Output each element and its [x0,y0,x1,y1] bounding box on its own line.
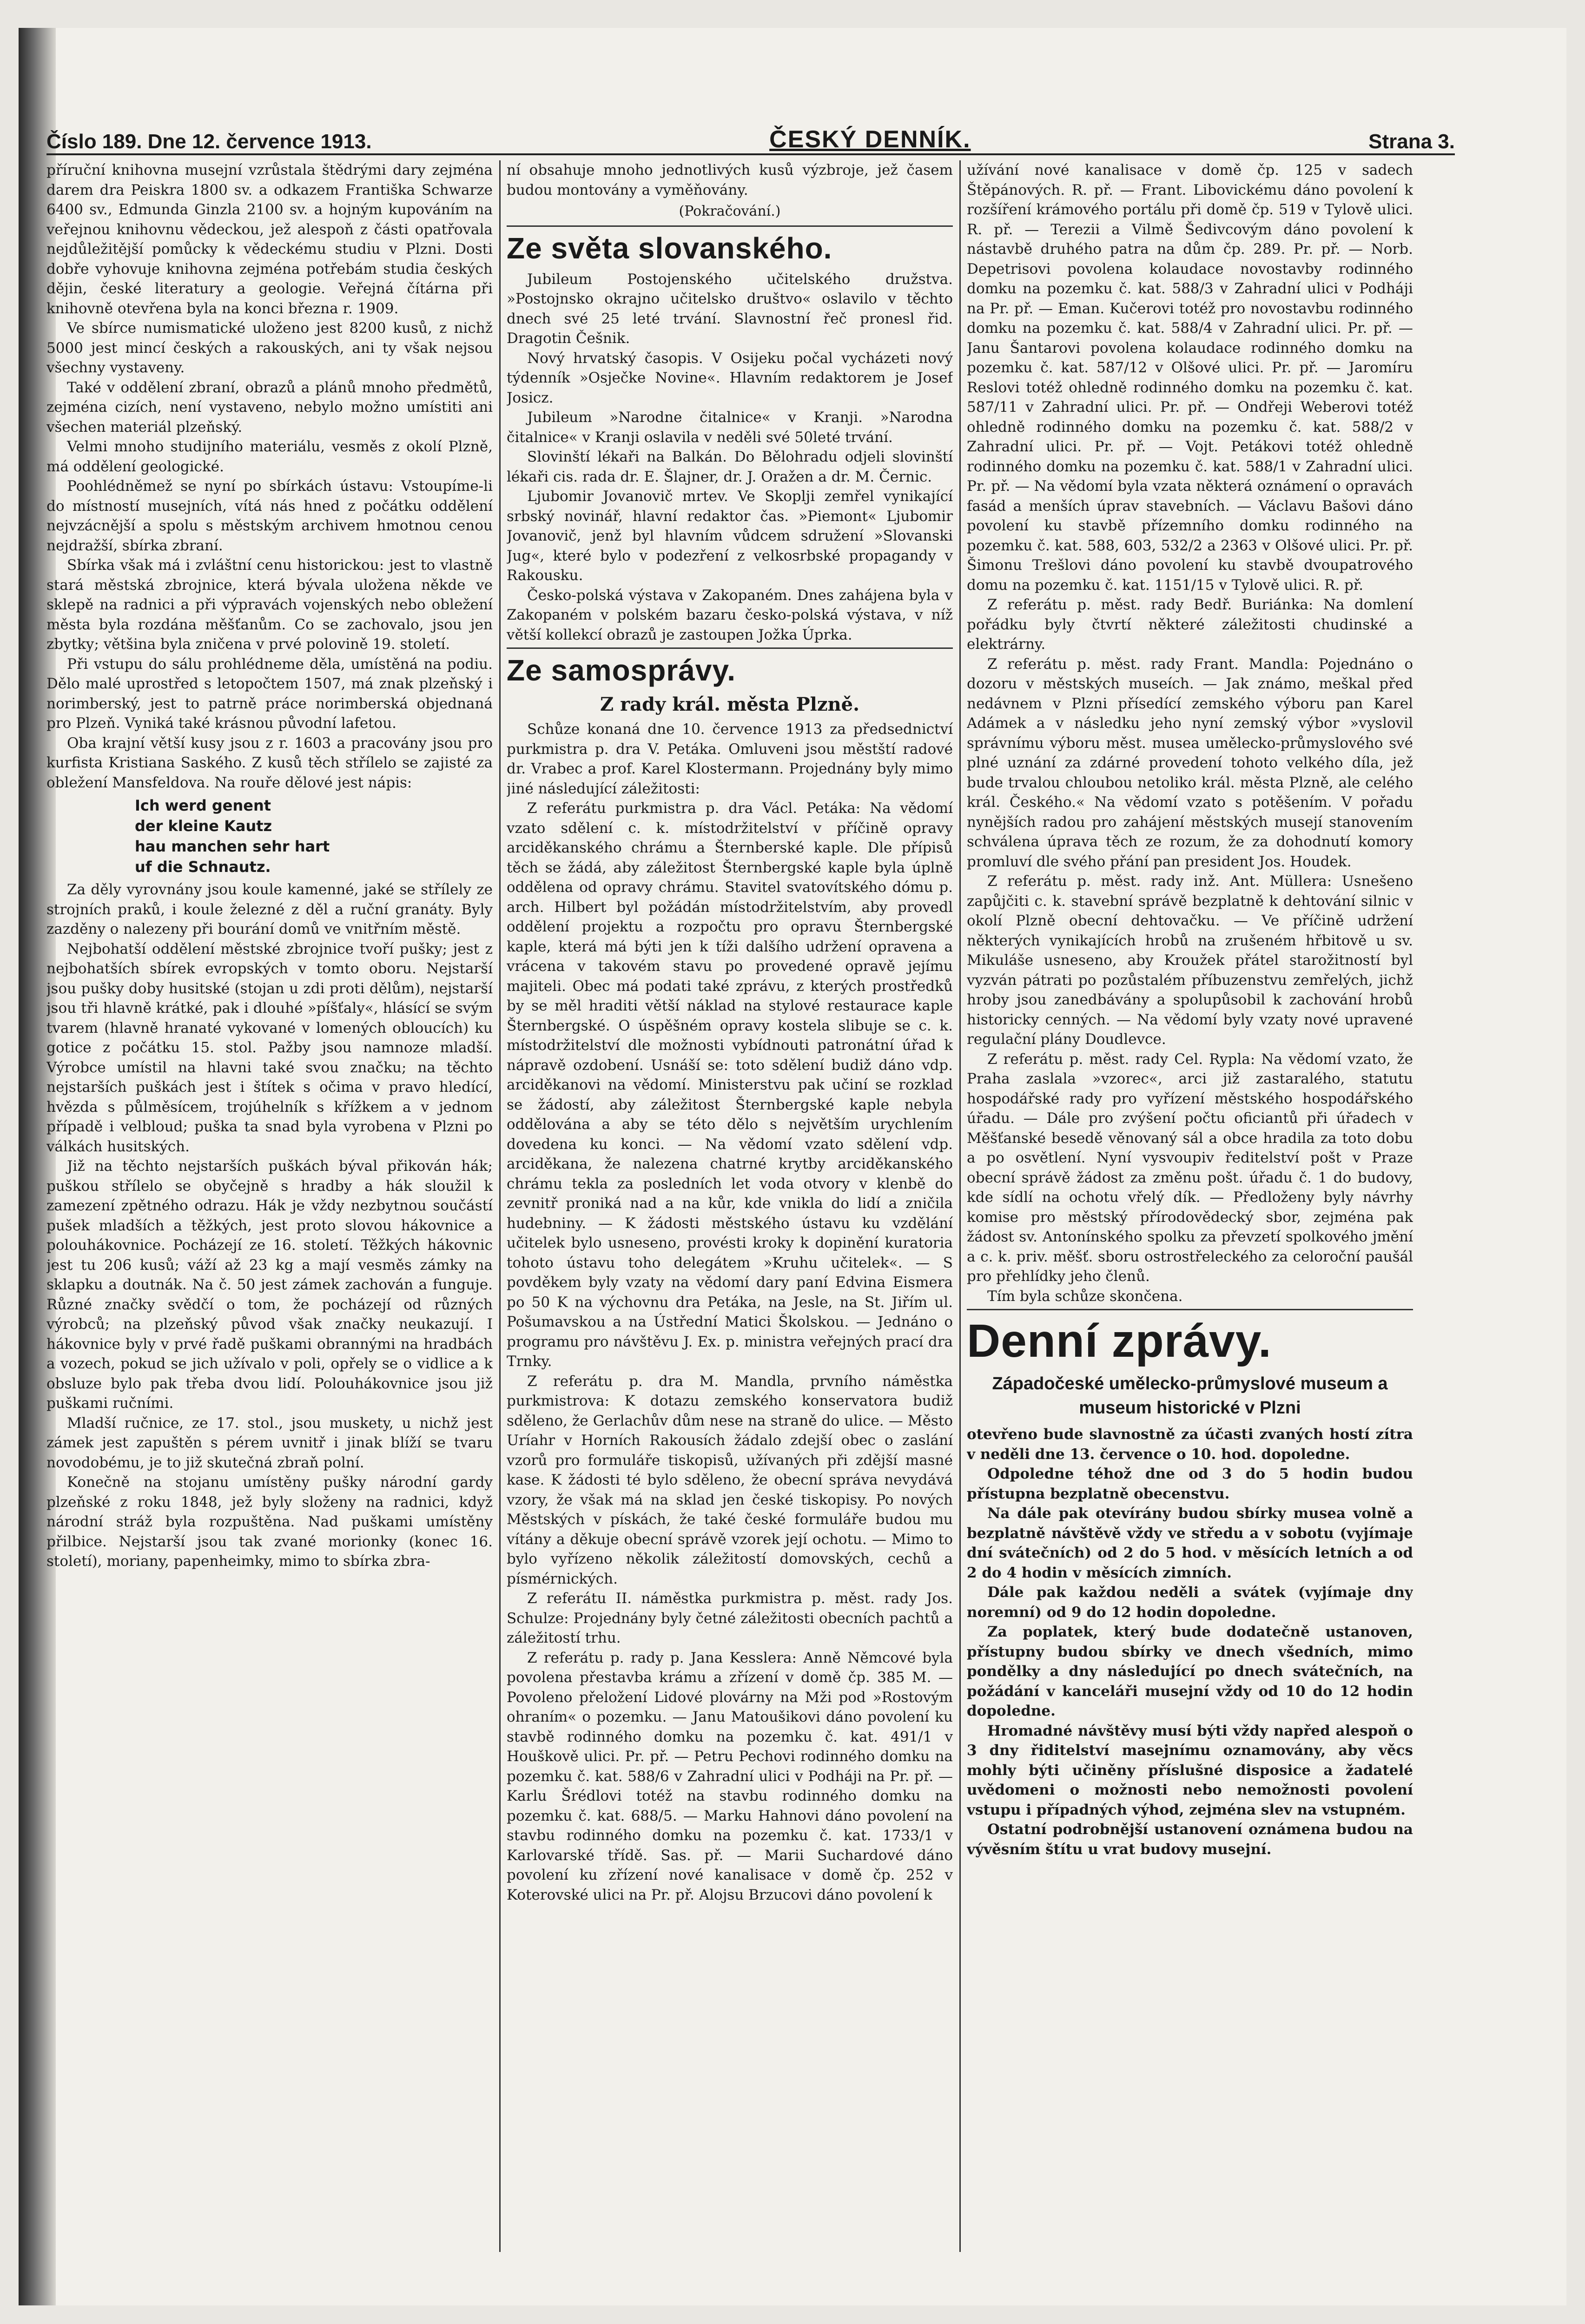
slavic-news-list [507,270,953,645]
article-paragraph: Poohlédněmež se nyní po sbírkách ústavu: Vstoupíme-li do místností musejních, vítá nás hned z počátku oddělení nejvzácnější a spolu s městským archivem hmotnou cenou nejdražší, sbírka zbraní. [46,478,493,554]
page-header [46,116,1455,155]
verse-line: hau manchen sehr hart [135,838,330,855]
museum-article-end [507,160,953,200]
article-paragraph: Ostatní podrobnější ustanovení oznámena budou na vývěsním štítu u vrat budovy musejní. [967,1821,1413,1858]
verse-line: Ich werd genent [135,797,271,814]
page-number: Strana 3. [1368,130,1455,153]
council-report-continued [967,160,1413,1306]
continued-note: (Pokračování.) [679,203,781,219]
article-paragraph: otevřeno bude slavnostně za účasti zvaných hostí zítra v neděli dne 13. července o 10. hod. dopoledne. [967,1426,1413,1463]
article-paragraph: Při vstupu do sálu prohlédneme děla, umístěná na podiu. Dělo malé uprostřed s letopočtem 1507, má znak plzeňský i norimberský, jest to patrně práce norimberská objednaná pro Plzeň. Vyniká také krásnou původní lafetou. [46,655,493,732]
column-3 [967,160,1413,2252]
article-paragraph: Nový hrvatský časopis. V Osijeku počal vycházeti nový týdenník »Osječke Novine«. Hlavním redaktorem je Josef Josicz. [507,350,953,406]
article-paragraph: Za poplatek, který bude dodatečně ustanoven, přístupny budou sbírky ve dnech všedních, mimo pondělky a dny následující po dnech svátečních, na požádání v kanceláři musejní vždy od 10 do 12 hodin dopoledne. [967,1624,1413,1719]
council-report [507,720,953,1905]
column-rule [959,160,961,2252]
museum-article-part1 [46,160,493,792]
section-divider [507,225,953,227]
article-paragraph: Mladší ručnice, ze 17. stol., jsou muskety, u nichž jest zámek jest zapuštěn s pérem uvnitř i jinak blíží se tvaru novodobému, je to již skutečná zbraň polní. [46,1414,493,1471]
article-paragraph: Z referátu purkmistra p. dra Václ. Petáka: Na vědomí vzato sdělení c. k. místodržitelství v příčině opravy arciděkanského chrámu a Šternberské kaple. Dle přípisů těch se žádá, aby záležitost Šternbergské kaple byla úplně oddělena od opravy chrámu. Stavitel svatovítského dómu p. arch. Hilbert byl požádán místodržitelstvím, aby provedl oddělení projektu a rozpočtu pro opravu Šternbergské kaple, která má býti jen k tíži dalšího udržení opravena a vrácena v takovém stavu po provedené opravě jejímu majiteli. Obec má podati také zprávu, z kterých prostředků by se měl hraditi větší náklad na stylové restaurace kaple Šternbergské. O úspěšném opravy kostela slibuje se c. k. místodržitelství dle možnosti vybídnouti patronátní úřad k nápravě ozdobení. Usnáší se: toto sdělení budiž dáno vdp. arciděkanovi na vědomí. Ministerstvu pak učiní se rozklad se žádostí, aby záležitost Šternbergské kaple nebyla oddělována a aby se této dělo s největším urychlením dovedena ku konci. — Na vědomí vzato sdělení vdp. arciděkana, že nalezena chatrné krytby arciděkanského chrámu tekla za posledních let voda otvory v klenbě do zevnitř proniká nad a na kůr, kde vnikla do lidí a zničila hudebniny. — K žádosti městského ústavu ku vzdělání učitelek bylo usneseno, provésti kroky k dopinění kuratoria tohoto ústavu toho delegátem »Kruhu učitelek«. — S povděkem byly vzaty na vědomí dary paní Edvina Eismera po 50 K na výchovnu dra Petáka, na Jesle, na St. Jiřím ul. Pošumavskou a na Ústřední Matici Školskou. — Jednáno o programu pro návštěvu J. Ex. p. ministra veřejných prací dra Trnky. [507,800,953,1370]
council-subheading: Z rady král. města Plzně. [600,693,860,715]
museum-announcement-title: Západočeské umělecko-průmyslové museum a museum historické v Plzni [992,1374,1388,1418]
article-paragraph: Z referátu p. měst. rady inž. Ant. Müllera: Usnešeno zapůjčiti c. k. stavební správě bezplatně k dehtování silnic v okolí Plzně obecní dehtovačku. — Ve příčině udržení některých vynikajících hrobů na zrušeném hřbitově u sv. Mikuláše usneseno, aby Kroužek přátel starožitností byl vyzván pátrati po pozůstalém příbuzenstvu zemřelých, jichž hroby jsou zanedbávány a spolupůsobil k zachování hrobů historicky cenných. — Na vědomí byly vzaty nové upravené regulační plány Doudlevce. [967,873,1413,1048]
article-paragraph: Česko-polská výstava v Zakopaném. Dnes zahájena byla v Zakopaném v polském bazaru česko-polská výstava, v níž větší kollekcí obrazů je zastoupen Jožka Úprka. [507,587,953,643]
verse-line: uf die Schnautz. [135,858,271,876]
article-paragraph: příruční knihovna musejní vzrůstala štědrými dary zejména darem dra Peiskra 1800 sv. a odkazem Františka Schwarze 6400 sv., Edmunda Ginzla 2100 sv. a hojným kupováním na veřejnou knihovnu vědeckou, jež alespoň z části opatřovala nejdůležitější pomůcky k vědeckému studiu v Plzni. Dosti dobře vyhovuje knihovna zejména potřebám studia českých dějin, české literatury a geologie. Veřejná čítárna při knihovně otevřena byla na konci března r. 1909. [46,162,493,317]
column-2 [507,160,953,2252]
article-paragraph: Za děly vyrovnány jsou koule kamenné, jaké se střílely ze strojních praků, i koule železné z děl a ruční granáty. Byly zazděny o nalezeny při bourání domů ve vnitřním městě. [46,881,493,938]
article-paragraph: Dále pak každou neděli a svátek (vyjímaje dny noremní) od 9 do 12 hodin dopoledne. [967,1584,1413,1621]
article-paragraph: Z referátu p. dra M. Mandla, prvního náměstka purkmistrova: K dotazu zemského konservatora budiž sděleno, že Gerlachův dům nese na straně do ulice. — Město Uríahr v Horních Rakousích žádalo zdejší obec o zaslání vzorů pro formuláře tiskopisů, užívaných při zdější masné kase. K žádosti té bylo sděleno, že obecní správa nevydává vzory, že však má na sklad jen české tiskopisy. Po nových Městských v pískách, že také české formuláře budou mu vítány a děkuje obecní správě vzorek její ochotu. — Mimo to bylo vyřízeno několik záležitostí domovských, cechů a písmérnických. [507,1373,953,1587]
article-paragraph: Na dále pak otevírány budou sbírky musea volně a bezplatně návštěvě vždy ve středu a v sobotu (vyjímaje dní svátečních) od 2 do 5 hod. v měsících letních a od 2 do 4 hodin v měsících zimních. [967,1505,1413,1581]
section-divider [507,647,953,649]
article-paragraph: Z referátu p. měst. rady Cel. Rypla: Na vědomí vzato, že Praha zaslala »vzorec«, arci již zastaralého, statutu hospodářské rady pro vyřízení městského hospodářského úřadu. — Dále pro zvýšení počtu oficiantů při úřadech v Měšťanské besedě věnovaný sál a obce hradila za toto dobu a po osvětlení. Nyní vysvoupiv ředitelství pošt v Praze obecní správě žádost za změnu pošt. úřadu č. 1 do budovy, kde sídlí na ochotu vřelý dík. — Předloženy byly návrhy komise pro městský přírodovědecký sbor, zejména pak žádost sv. Antonínského spolku za převzetí spolkového jmění a c. k. priv. měšť. sboru ostrostřeleckého za celoroční paušál pro přehlídky jeho členů. [967,1050,1413,1285]
article-paragraph: Slovinští lékaři na Balkán. Do Bělohradu odjeli slovinští lékaři cis. rada dr. E. Šlajner, dr. J. Oražen a dr. M. Černic. [507,449,953,485]
verse-line: der kleine Kautz [135,817,272,835]
article-paragraph: Ljubomir Jovanovič mrtev. Ve Skoplji zemřel vynikající srbský novinář, hlavní redaktor čas. »Piemont« Ljubomir Jovanovič, jenž byl hlavním vůdcem sdružení »Slovanski Jug«, které bylo v podezření z velkosrbské propagandy v Rakousku. [507,488,953,584]
article-paragraph: Schůze konaná dne 10. července 1913 za předsednictví purkmistra p. dra V. Petáka. Omluveni jsou městští radové dr. Vrabec a prof. Karel Klostermann. Projednány byly mimo jiné následující záležitosti: [507,721,953,797]
section-divider [967,1309,1413,1310]
section-heading-slavic-world: Ze světa slovanského. [507,231,832,265]
article-paragraph: Ve sbírce numismatické uloženo jest 8200 kusů, z nichž 5000 jest mincí českých a rakouských, ani ty však nejsou všechny vystaveny. [46,320,493,376]
article-paragraph: Z referátu p. měst. rady Frant. Mandla: Pojednáno o dozoru v městských museích. — Jak známo, meškal před nedávnem v Plzni přísedící zemského výboru pan Karel Adámek a v následku jeho nyní zemský výbor »vyslovil správnímu výboru měst. musea umělecko-průmyslového své plné uznání za zdárné provedení tohoto velkého díla, jež bude trvalou chloubou netoliko král. města Plzně, ale celého král. Českého.« Na vědomí vzato s potěšením. V pořadu nynějších radou pro zahájení městských musejí stanovením schválena úprava těch ze rozum, že za dohodnutí komory promluví dle svého přání pan president Jos. Houdek. [967,655,1413,870]
article-paragraph: Nejbohatší oddělení městské zbrojnice tvoří pušky; jest z nejbohatších sbírek evropských v tomto oboru. Nejstarší jsou pušky doby husitské (stojan u zdi proti dělům), nejstarší jsou tři hlavně krátké, pak i dlouhé »píšťaly«, hlásící se svým tvarem (hlavně hranaté vykované v lomených obloucích) ku gotice z počátku 15. stol. Pažby jsou namnoze mladší. Výrobce umístil na hlavni také svou značku; na těchto nejstarších puškách jest i štítek s očima v pravo hledící, hvězda s půlměsícem, trojúhelník s křížkem a v jednom případě i velbloud; puška ta snad byla vyrobena v Plzni po válkách husitských. [46,940,493,1155]
article-paragraph: Konečně na stojanu umístěny pušky národní gardy plzeňské z roku 1848, jež byly složeny na radnici, když národní stráž byla rozpuštěna. Nad puškami umístěny přilbice. Nejstarší jsou tak zvané morionky (konec 16. století), moriany, papenheimky, mimo to sbírka zbra- [46,1474,493,1570]
column-rule [499,160,501,2252]
issue-date: Číslo 189. Dne 12. července 1913. [46,130,372,153]
newspaper-title: ČESKÝ DENNÍK. [769,126,971,153]
museum-article-part2 [46,880,493,1571]
article-paragraph: Hromadné návštěvy musí býti vždy napřed alespoň o 3 dny řiditelství masejnímu oznamovány, aby věcs mohly býti učiněny příslušné disposice a žadatelé uvědomeni o možnosti nebo nemožnosti povolení vstupu i případných výhod, zejména slev na vstupném. [967,1722,1413,1818]
article-paragraph: Jubileum »Narodne čitalnice« v Kranji. »Narodna čitalnice« v Kranji oslavila v neděli své 50leté trvání. [507,409,953,446]
section-heading-daily-news: Denní zprávy. [967,1315,1272,1367]
museum-announcement [967,1425,1413,1859]
article-paragraph: užívání nové kanalisace v domě čp. 125 v sadech Štěpánových. R. př. — Frant. Libovickému dáno povolení k rozšíření krámového portálu při domě čp. 519 v Tylově ulici. R. př. — Terezii a Vilmě Šedivcovým dáno povolení k nástavbě druhého patra na dům čp. 289. Pr. př. — Norb. Depetrisovi povolena kolaudace novostavby rodinného domku na pozemku č. kat. 588/3 v Zahradní ulici v Podháji na Pr. př. — Eman. Kučerovi totéž pro novostavbu rodinného domku na pozemku č. kat. 588/4 v Zahradní ulici. Pr. př. — Janu Šantarovi povolena kolaudace rodinného domku na pozemku č. kat. 587/12 v Olšové ulici. Pr. př. — Jaromíru Reslovi totéž ohledně rodinného domku na pozemku č. kat. 587/11 v Zahradní ulici. Pr. př. — Ondřeji Weberovi totéž ohledně rodinného domku na pozemku č. kat. 588/2 v Zahradní ulici. Pr. př. — Vojt. Petákovi totéž ohledně rodinného domku na pozemku č. kat. 588/1 v Zahradní ulici. Pr. př. — Na vědomí byla vzata některá oznámení o opravách fasád a menších úprav stavebních. — Václavu Bašovi dáno povolení ku stavbě přízemního domku rodinného na pozemku č. kat. 588, 603, 532/2 a 2363 v Olšové ulici. Pr. př. Šimonu Trešlovi dáno povolení ku stavbě dvoupatrového domu na pozemku č. kat. 1151/15 v Tylově ulici. R. př. [967,162,1413,594]
article-paragraph: Také v oddělení zbraní, obrazů a plánů mnoho předmětů, zejména cizích, není vystaveno, nebylo možno umístiti ani všechen materiál plzeňský. [46,379,493,436]
article-paragraph: ní obsahuje mnoho jednotlivých kusů výzbroje, jež časem budou montovány a vyměňovány. [507,162,953,198]
article-paragraph: Jubileum Postojenského učitelského družstva. »Postojnsko okrajno učitelsko društvo« oslavilo v těchto dnech své 25 leté trvání. Slavnostní řeč pronesl řid. Dragotin Češnik. [507,271,953,347]
article-paragraph: Velmi mnoho studijního materiálu, vesměs z okolí Plzně, má oddělení geologické. [46,438,493,475]
article-paragraph: Odpoledne téhož dne od 3 do 5 hodin budou přístupna bezplatně obecenstvu. [967,1466,1413,1502]
column-1 [46,160,493,2252]
article-paragraph: Z referátu II. náměstka purkmistra p. měst. rady Jos. Schulze: Projednány byly četné záležitosti obecních pachtů a záležitostí trhu. [507,1590,953,1646]
article-paragraph: Z referátu p. rady p. Jana Kesslera: Anně Němcové byla povolena přestavba krámu a zřízení v domě čp. 385 M. — Povoleno přeložení Lidové plovárny na Mži pod »Rostovým ohraním« o pozemku. — Janu Matoušikovi dáno povolení ku stavbě rodinného domku na pozemku č. kat. 491/1 v Houškově ulici. Pr. př. — Petru Pechovi rodinného domku na pozemku č. kat. 588/6 v Zahradní ulici v Podháji na Pr. př. — Karlu Šrédlovi totéž na stavbu rodinného domku na pozemku č. kat. 688/5. — Marku Hahnovi dáno povolení na stavbu rodinného domku na pozemku č. kat. 1733/1 v Karlovarské třídě. Sas. př. — Marii Suchardové dáno povolení ku zřízení nové kanalisace v domě čp. 252 v Koterovské ulici na Pr. př. Alojsu Brzucovi dáno povolení k [507,1649,953,1903]
article-paragraph: Oba krajní větší kusy jsou z r. 1603 a pracovány jsou pro kurfista Kristiana Saského. Z kusů těch střílelo se zajisté za obležení Mansfeldova. Na rouře dělové jest nápis: [46,734,493,791]
cannon-inscription [135,795,493,877]
section-heading-self-government: Ze samosprávy. [507,654,736,687]
article-paragraph: Sbírka však má i zvláštní cenu historickou: jest to vlastně stará městská zbrojnice, která bývala uložena někde ve sklepě na radnici a při výpravách vojenských nebo obležení města byla rozdána měšťanům. Co se zachovalo, jsou jen zbytky; většina byla zničena v prvé polovině 19. století. [46,557,493,653]
article-paragraph: Tím byla schůze skončena. [987,1287,1183,1305]
article-paragraph: Z referátu p. měst. rady Bedř. Buriánka: Na domlení pořádku byly čtvrtí některé záležitosti chudinské a elektrárny. [967,596,1413,653]
article-paragraph: Již na těchto nejstarších puškách býval přikován hák; puškou střílelo se obyčejně s hradby a hák sloužil k zamezení zpětného odrazu. Hák je vždy nezbytnou součástí pušek mladších a těžkých, jest proto slovou hákovnice a polouhákovnice. Pocházejí ze 16. století. Těžkých hákovnic jest tu 206 kusů; váží až 23 kg a mají vesměs zámky na sklapku a doutnák. Na č. 50 jest zámek zachován a funguje. Různé značky svědčí o tom, že pocházejí od různých výrobců; na plzeňský původ však značky neukazují. I hákovnice byly v prvé řadě puškami obrannými na hradbách a vozech, pokud se jich užívalo v poli, opřely se o vidlice a k obsluze bylo pak třeba dvou lidí. Polouhákovnice jsou již puškami ručními. [46,1158,493,1412]
